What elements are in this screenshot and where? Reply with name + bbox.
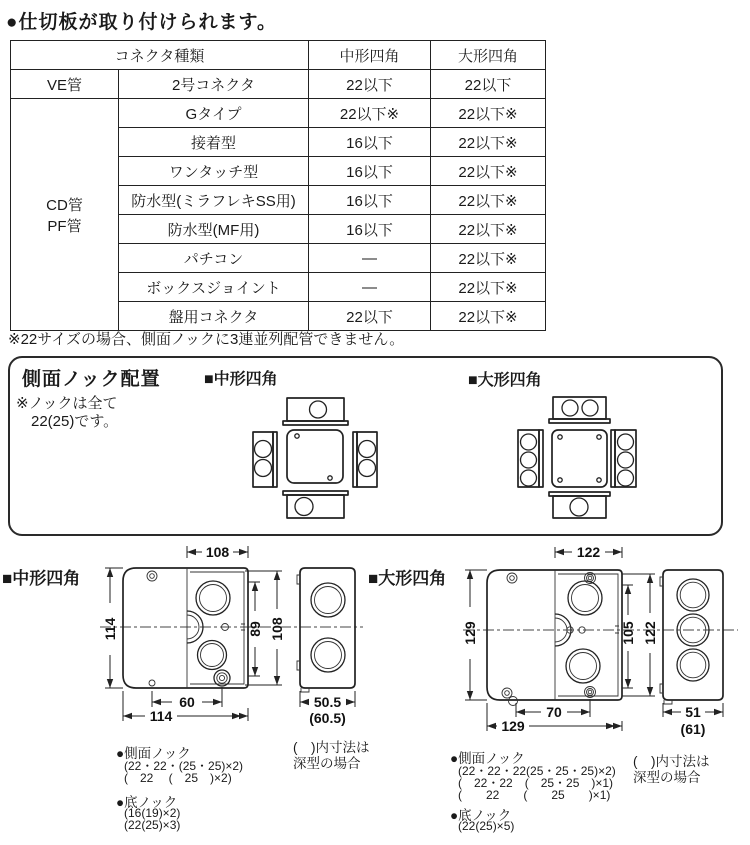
dim-top: 108	[205, 544, 230, 560]
medium-knock-diagram	[250, 394, 380, 522]
large-bottom-knock-line: (22(25)×5)	[458, 819, 515, 833]
dim-bottom-inner: 70	[546, 704, 562, 720]
dim-left: 114	[102, 617, 118, 641]
dim-right-outer: 108	[269, 617, 285, 641]
medium-bottom-knock-line: (22(25)×3)	[124, 818, 181, 832]
large-deep-note-line2: 深型の場合	[633, 770, 701, 785]
table-header-row	[11, 41, 546, 70]
header-medium-square: 中形四角	[309, 41, 431, 70]
medium-size-cell: 16以下	[309, 215, 431, 244]
medium-size-cell: 16以下	[309, 186, 431, 215]
knock-panel-note-line2: 22(25)です。	[31, 413, 119, 430]
dim-side-width: 50.5	[313, 694, 342, 710]
pipe-group-label-cd: CD管	[46, 196, 83, 214]
front-view	[123, 568, 248, 688]
medium-size-cell: —	[309, 273, 431, 302]
large-side-knock-line: (22・22・22(25・25・25)×2)	[458, 764, 616, 778]
medium-deep-note-line1: ( )内寸法は	[293, 740, 370, 755]
pipe-group-cell-cd-pf	[11, 99, 119, 331]
large-side-knock-line: ( 22・22 ( 25・25 )×1)	[458, 776, 614, 790]
large-size-cell: 22以下※	[431, 273, 546, 302]
large-size-cell: 22以下※	[431, 128, 546, 157]
knock-panel-note-line1: ※ノックは全て	[16, 395, 118, 412]
medium-size-cell: 22以下※	[309, 99, 431, 128]
knock-panel-title: 側面ノック配置	[22, 369, 161, 390]
dim-left: 129	[462, 621, 478, 645]
dim-right-inner: 89	[247, 621, 263, 637]
connector-name-cell: 盤用コネクタ	[119, 302, 309, 331]
connector-name-cell: 防水型(ミラフレキSS用)	[119, 186, 309, 215]
side-view	[297, 568, 355, 692]
pipe-group-cell-ve: VE管	[11, 70, 119, 99]
side-view	[660, 570, 723, 704]
medium-deep-note-line2: 深型の場合	[293, 756, 361, 771]
panel-medium-square-label: ■中形四角	[204, 371, 278, 388]
dim-top: 122	[576, 544, 601, 560]
panel-large-square-label: ■大形四角	[468, 372, 542, 389]
pipe-group-label-pf: PF管	[47, 217, 82, 235]
large-size-cell: 22以下※	[431, 99, 546, 128]
large-deep-note-line1: ( )内寸法は	[633, 754, 710, 769]
dimensions	[102, 544, 355, 726]
dim-bottom-outer: 129	[501, 718, 525, 734]
dim-side-width-deep: (60.5)	[309, 710, 346, 726]
table-row	[11, 70, 546, 99]
large-size-cell: 22以下※	[431, 186, 546, 215]
large-size-cell: 22以下※	[431, 244, 546, 273]
medium-size-cell: —	[309, 244, 431, 273]
table-footnote: ※22サイズの場合、側面ノックに3連並列配管できません。	[8, 331, 405, 348]
large-drawing-label: ■大形四角	[368, 569, 447, 588]
connector-name-cell: 2号コネクタ	[119, 70, 309, 99]
table-row	[11, 99, 546, 128]
medium-drawing-label: ■中形四角	[2, 569, 81, 588]
dim-side-width-deep: (61)	[680, 721, 706, 737]
medium-side-knock-line: ( 22 ( 25 )×2)	[124, 771, 232, 785]
large-drawing	[455, 545, 750, 740]
medium-drawing	[95, 545, 365, 740]
large-size-cell: 22以下※	[431, 157, 546, 186]
large-side-knock-title: ●側面ノック	[450, 751, 525, 766]
connector-name-cell: Gタイプ	[119, 99, 309, 128]
header-large-square: 大形四角	[431, 41, 546, 70]
connector-name-cell: ワンタッチ型	[119, 157, 309, 186]
dim-right-outer: 122	[642, 621, 658, 645]
knockout-holes	[521, 400, 634, 516]
large-size-cell: 22以下※	[431, 215, 546, 244]
medium-bottom-knock-line: (16(19)×2)	[124, 806, 181, 820]
connector-name-cell: 防水型(MF用)	[119, 215, 309, 244]
large-size-cell: 22以下	[431, 70, 546, 99]
page-title: ●仕切板が取り付けられます。	[6, 12, 277, 33]
large-size-cell: 22以下※	[431, 302, 546, 331]
connector-name-cell: パチコン	[119, 244, 309, 273]
medium-side-knock-title: ●側面ノック	[116, 746, 191, 761]
medium-bottom-knock-title: ●底ノック	[116, 795, 178, 810]
large-side-knock-line: ( 22 ( 25 )×1)	[458, 788, 611, 802]
medium-size-cell: 16以下	[309, 157, 431, 186]
header-connector-type: コネクタ種類	[11, 41, 309, 70]
connector-table	[10, 40, 546, 331]
medium-side-knock-line: (22・22・(25・25)×2)	[124, 759, 244, 773]
large-bottom-knock-title: ●底ノック	[450, 808, 512, 823]
medium-size-cell: 22以下	[309, 302, 431, 331]
dim-side-width: 51	[685, 704, 701, 720]
medium-size-cell: 16以下	[309, 128, 431, 157]
large-knock-diagram	[512, 394, 642, 520]
dim-bottom-inner: 60	[179, 694, 195, 710]
front-view	[487, 570, 622, 706]
box-flaps	[253, 398, 377, 518]
dim-right-inner: 105	[620, 621, 636, 645]
dim-bottom-outer: 114	[149, 708, 173, 724]
medium-size-cell: 22以下	[309, 70, 431, 99]
connector-name-cell: 接着型	[119, 128, 309, 157]
connector-name-cell: ボックスジョイント	[119, 273, 309, 302]
